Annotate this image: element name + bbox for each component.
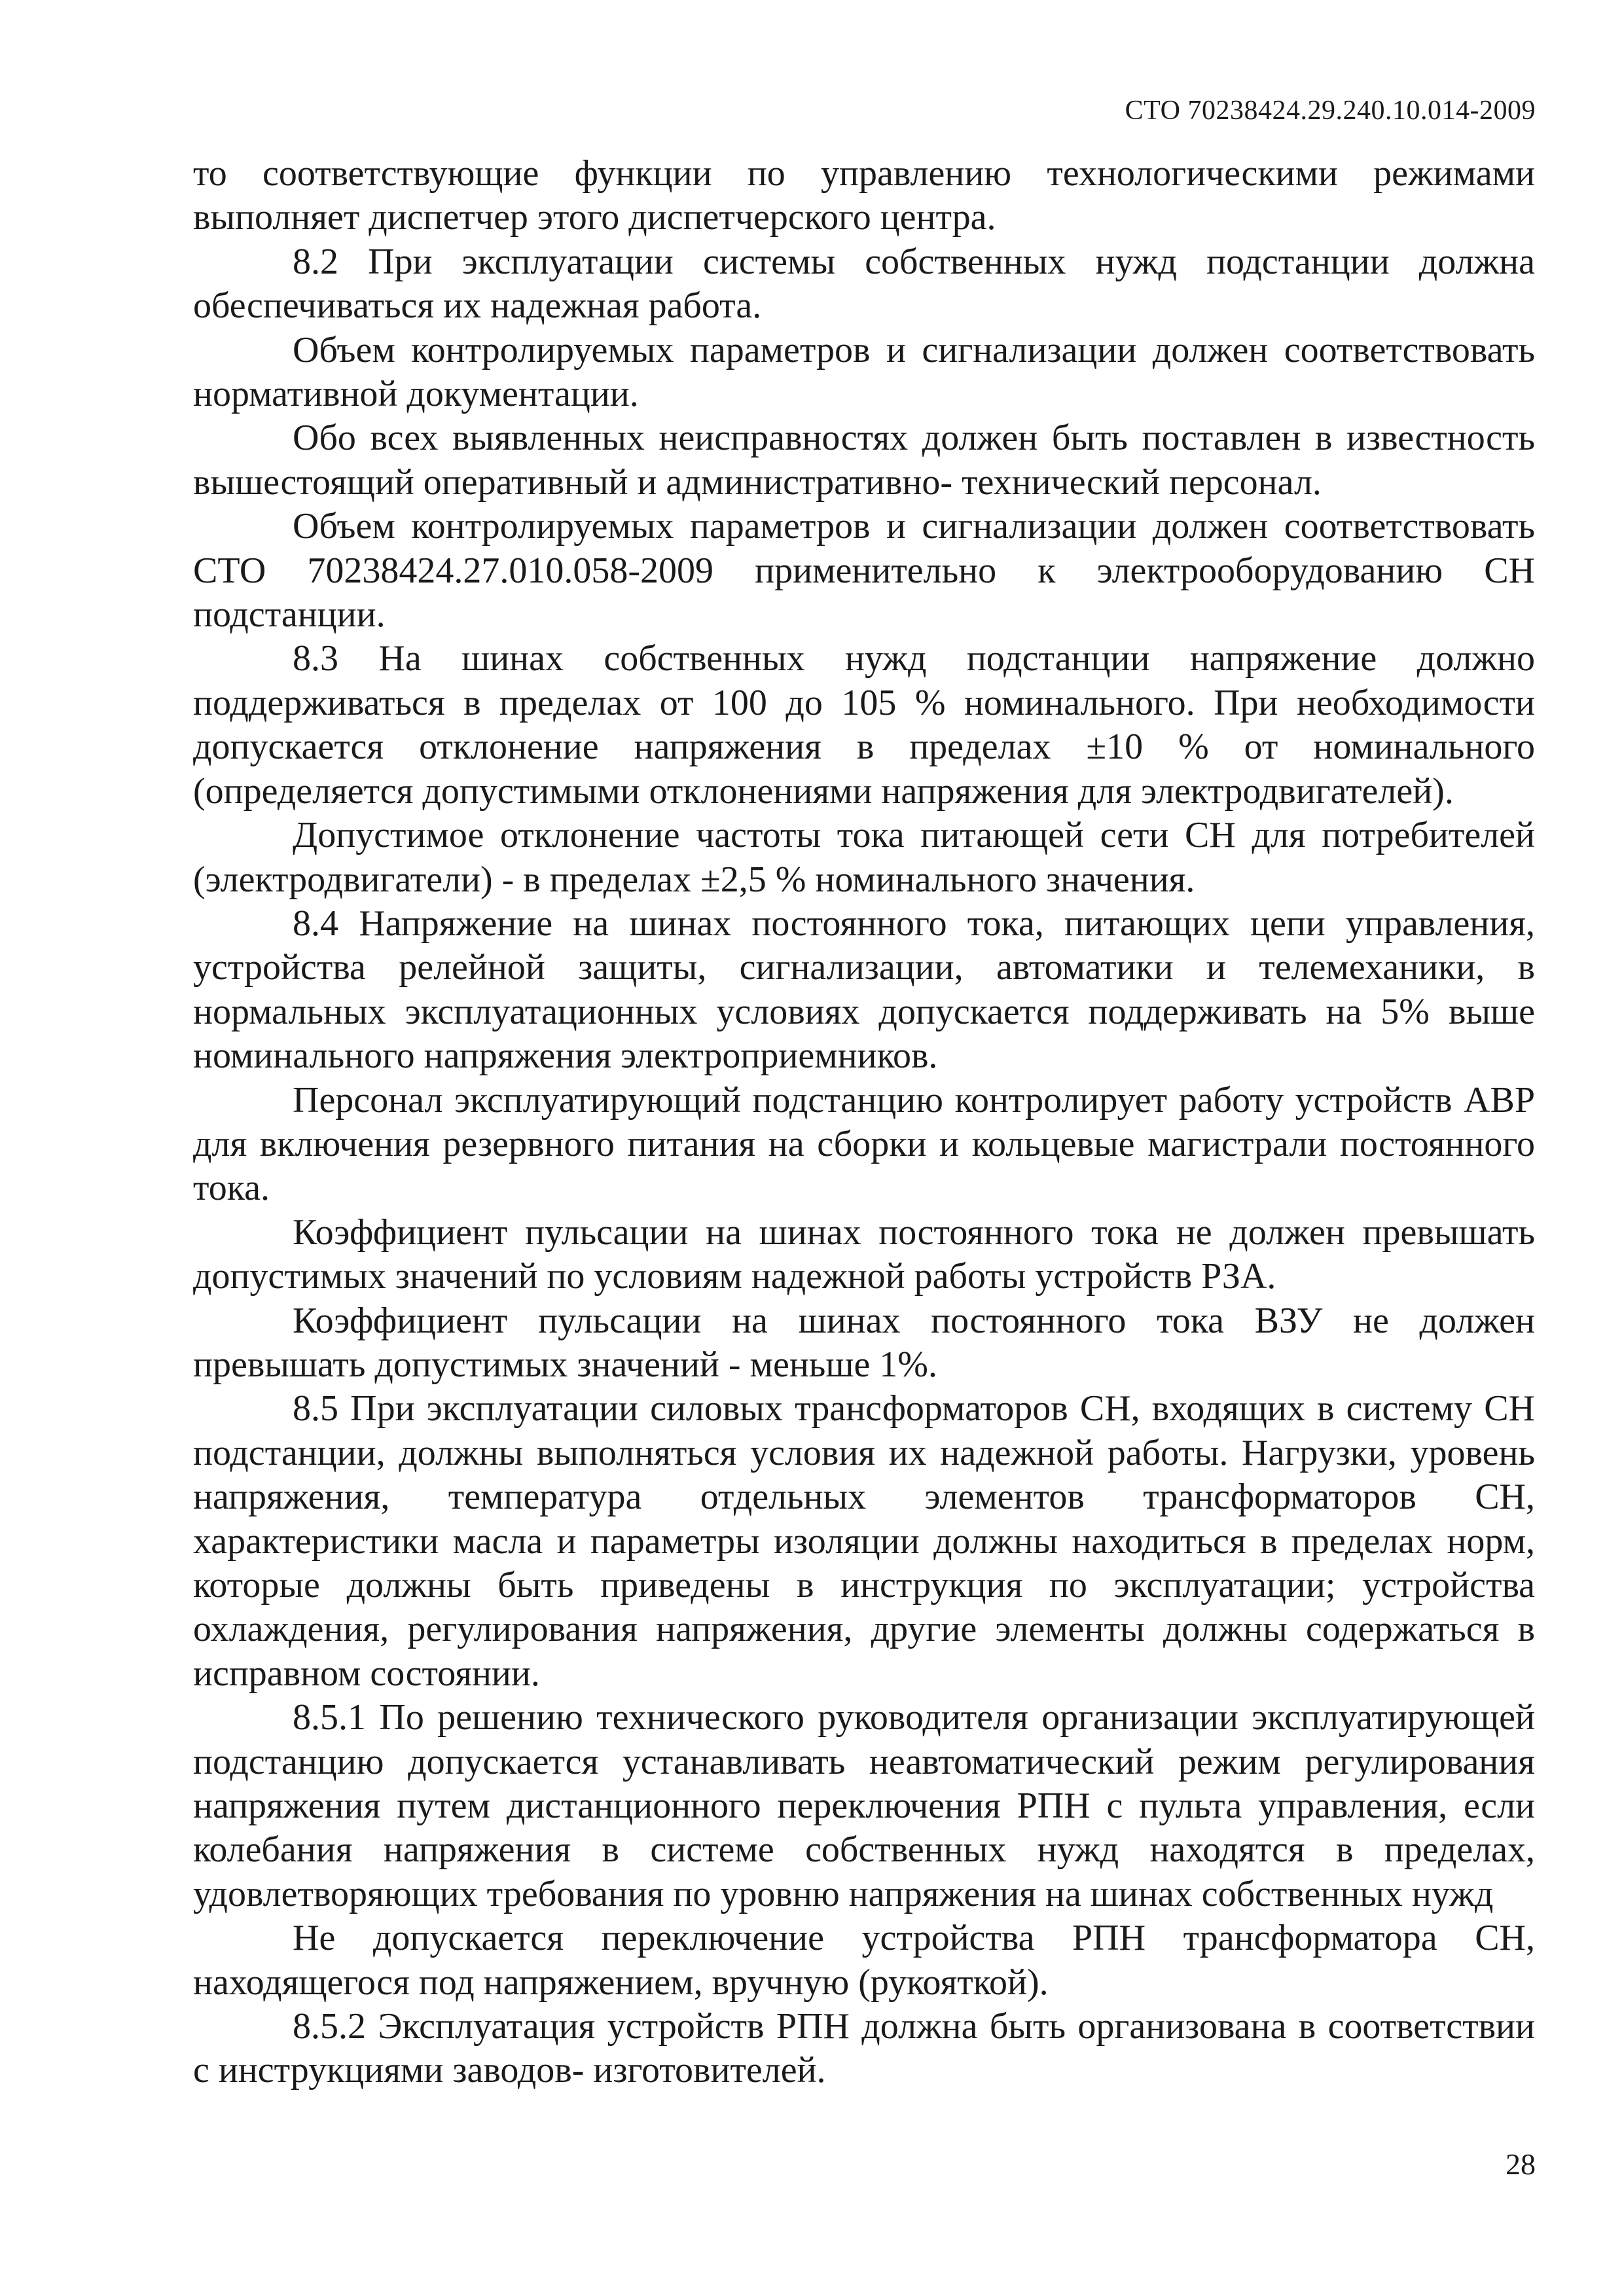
paragraph-8-4: 8.4 Напряжение на шинах постоянного тока, питающих цепи управления, устройства релейной защиты, сигнализации, автоматики и телемеханики, в нормальных эксплуатационных условиях допускается поддерживать на 5% выше номинального напряжения электроприемников.	[193, 903, 1535, 1077]
paragraph-ripple-vzu: Коэффициент пульсации на шинах постоянного тока ВЗУ не должен превышать допустимых значений - меньше 1%.	[193, 1300, 1535, 1385]
document-body	[193, 152, 1535, 2093]
paragraph-avr-control: Персонал эксплуатирующий подстанцию контролирует работу устройств АВР для включения резервного питания на сборки и кольцевые магистрали постоянного тока.	[193, 1079, 1535, 1209]
paragraph-8-5-2: 8.5.2 Эксплуатация устройств РПН должна быть организована в соответствии с инструкциями заводов- изготовителей.	[193, 2006, 1535, 2091]
paragraph-8-2: 8.2 При эксплуатации системы собственных нужд подстанции должна обеспечиваться их надежная работа.	[193, 241, 1535, 327]
paragraph-monitored-parameters-sto: Объем контролируемых параметров и сигнализации должен соответствовать СТО 70238424.27.010.058-2009 применительно к электрооборудованию СН подстанции.	[193, 506, 1535, 636]
paragraph-frequency-deviation: Допустимое отклонение частоты тока питающей сети СН для потребителей (электродвигатели) - в пределах ±2,5 % номинального значения.	[193, 815, 1535, 900]
paragraph-monitored-parameters: Объем контролируемых параметров и сигнализации должен соответствовать нормативной документации.	[193, 329, 1535, 415]
document-code-header: СТО 70238424.29.240.10.014-2009	[1125, 96, 1536, 126]
paragraph-faults-notification: Обо всех выявленных неисправностях должен быть поставлен в известность вышестоящий оперативный и административно- технический персонал.	[193, 418, 1535, 503]
paragraph-8-3: 8.3 На шинах собственных нужд подстанции напряжение должно поддерживаться в пределах от 100 до 105 % номинального. При необходимости допускается отклонение напряжения в пределах ±10 % от номинального (определяется допустимыми отклонениями напряжения для электродвигателей).	[193, 638, 1535, 812]
paragraph-8-5-1: 8.5.1 По решению технического руководителя организации эксплуатирующей подстанцию допускается устанавливать неавтоматический режим регулирования напряжения путем дистанционного переключения РПН с пульта управления, если колебания напряжения в системе собственных нужд находятся в пределах, удовлетворяющих требования по уровню напряжения на шинах собственных нужд	[193, 1697, 1535, 1914]
paragraph-ripple-rza: Коэффициент пульсации на шинах постоянного тока не должен превышать допустимых значений по условиям надежной работы устройств РЗА.	[193, 1211, 1535, 1297]
paragraph-8-5: 8.5 При эксплуатации силовых трансформаторов СН, входящих в систему СН подстанции, должны выполняться условия их надежной работы. Нагрузки, уровень напряжения, температура отдельных элементов трансформаторов СН, характеристики масла и параметры изоляции должны находиться в пределах норм, которые должны быть приведены в инструкция по эксплуатации; устройства охлаждения, регулирования напряжения, другие элементы должны содержаться в исправном состоянии.	[193, 1388, 1535, 1694]
paragraph-continuation: то соответствующие функции по управлению технологическими режимами выполняет диспетчер этого диспетчерского центра.	[193, 153, 1535, 238]
paragraph-rpn-manual-prohibited: Не допускается переключение устройства РПН трансформатора СН, находящегося под напряжением, вручную (рукояткой).	[193, 1918, 1535, 2003]
page-number: 28	[1506, 2147, 1536, 2181]
